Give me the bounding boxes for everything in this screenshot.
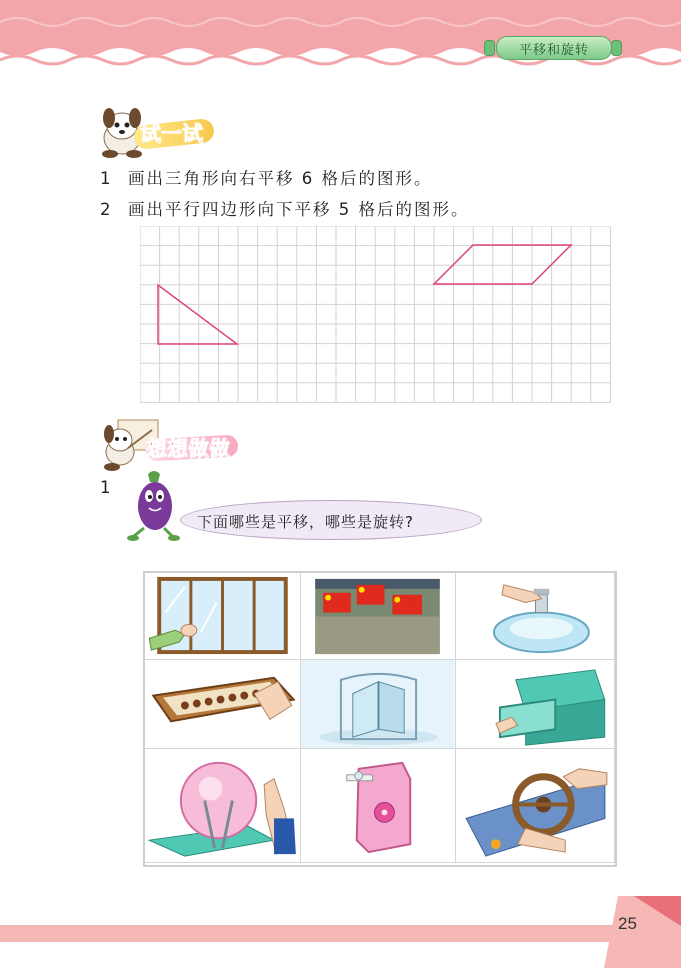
speech-bubble-text: 下面哪些是平移，哪些是旋转? xyxy=(197,513,414,531)
task-number: 2 xyxy=(100,200,113,219)
eggplant-mascot-icon xyxy=(124,468,186,542)
parallelogram-shape xyxy=(434,245,571,284)
exercise-number: 1 xyxy=(100,478,113,497)
footer-band xyxy=(0,925,681,942)
task-number: 1 xyxy=(100,169,113,188)
picture-lottery-drum xyxy=(145,749,301,863)
tab-left-cap xyxy=(484,40,495,56)
section-title-think: 想想做做 xyxy=(146,437,230,461)
square-grid xyxy=(140,226,612,404)
picture-drawer-pulling xyxy=(456,660,615,749)
picture-cd-player xyxy=(301,749,456,863)
triangle-shape xyxy=(158,285,237,344)
task-text: 画出平行四边形向下平移 5 格后的图形。 xyxy=(128,200,470,219)
tab-right-cap xyxy=(611,40,622,56)
picture-faucet-turning xyxy=(456,573,615,660)
page-corner-decoration xyxy=(604,896,681,968)
chapter-title: 平移和旋转 xyxy=(496,36,612,60)
picture-grid xyxy=(143,571,617,867)
task-1 xyxy=(100,165,433,189)
picture-steering-wheel xyxy=(456,749,615,863)
section-title-try: 试一试 xyxy=(140,122,203,146)
picture-window-sliding xyxy=(145,573,301,660)
picture-revolving-door xyxy=(301,660,456,749)
task-text: 画出三角形向右平移 6 格后的图形。 xyxy=(128,169,433,188)
task-2 xyxy=(100,196,470,220)
picture-abacus-beads xyxy=(145,660,301,749)
picture-flag-raising xyxy=(301,573,456,660)
page-number: 25 xyxy=(618,914,637,933)
